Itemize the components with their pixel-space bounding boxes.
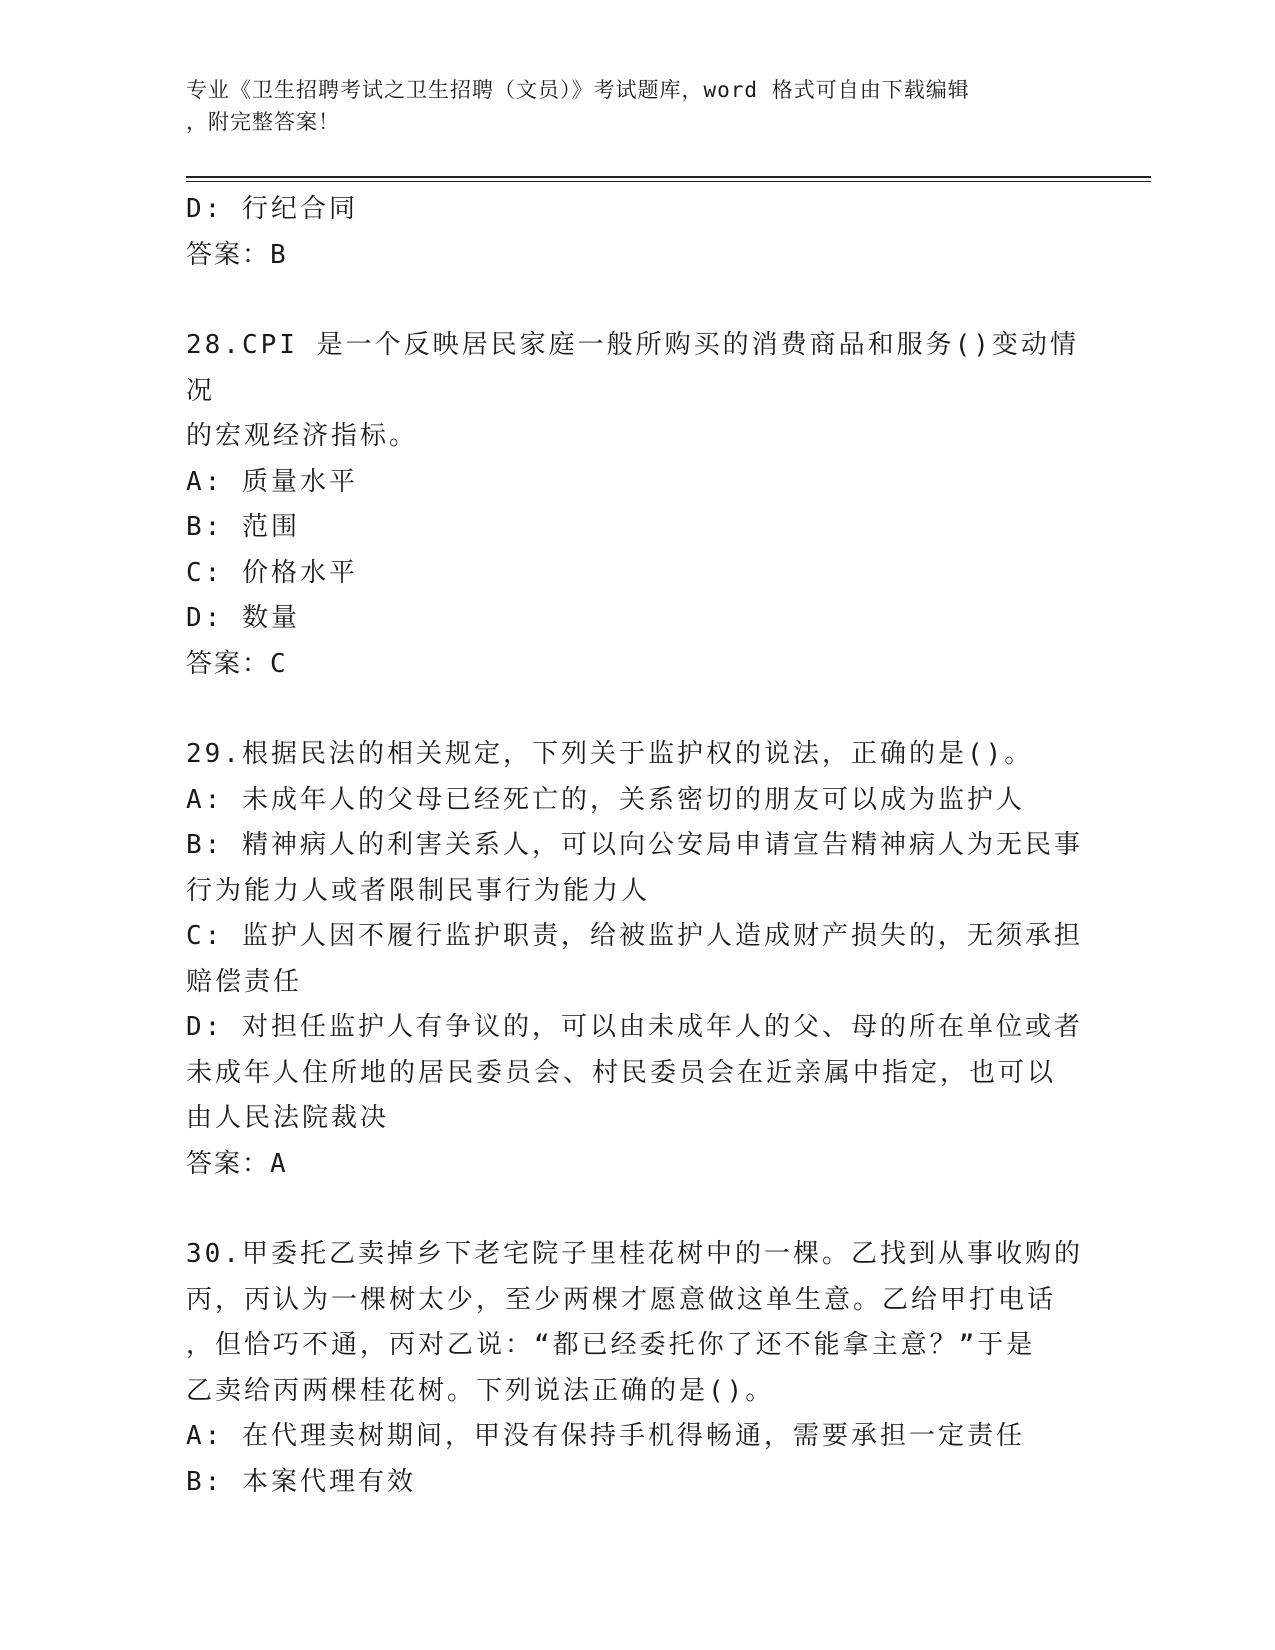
option-c-continued: 赔偿责任: [186, 966, 303, 997]
option-d: D: 行纪合同: [186, 194, 358, 224]
question-stem: 28.CPI 是一个反映居民家庭一般所购买的消费商品和服务()变动情况: [186, 330, 1079, 406]
option-c: C: 监护人因不履行监护职责，给被监护人造成财产损失的，无须承担: [186, 921, 1083, 951]
option-a: A: 质量水平: [186, 466, 358, 497]
question-stem: ，但恰巧不通，丙对乙说：“都已经委托你了还不能拿主意？”于是: [186, 1330, 1036, 1360]
option-b: B: 本案代理有效: [186, 1466, 416, 1497]
question-stem: 29.根据民法的相关规定，下列关于监护权的说法，正确的是()。: [186, 739, 1034, 769]
option-b: B: 精神病人的利害关系人，可以向公安局申请宣告精神病人为无民事: [186, 830, 1083, 860]
header-divider-thick: [186, 176, 1151, 178]
spacer: [186, 1187, 1086, 1232]
spacer: [186, 687, 1086, 732]
header-line: 专业《卫生招聘考试之卫生招聘（文员）》考试题库，word 格式可自由下载编辑: [186, 78, 970, 102]
page-header: [186, 74, 1066, 138]
option-b: B: 范围: [186, 512, 300, 542]
question-stem: 30.甲委托乙卖掉乡下老宅院子里桂花树中的一棵。乙找到从事收购的: [186, 1239, 1083, 1269]
question-list: [186, 187, 1086, 1505]
question-28: [186, 323, 1086, 687]
header-line: ，附完整答案！: [186, 110, 340, 134]
option-a: A: 未成年人的父母已经死亡的，关系密切的朋友可以成为监护人: [186, 784, 1025, 815]
answer: 答案：A: [186, 1148, 288, 1179]
answer: 答案：B: [186, 239, 288, 270]
option-d: D: 对担任监护人有争议的，可以由未成年人的父、母的所在单位或者: [186, 1012, 1083, 1042]
option-a: A: 在代理卖树期间，甲没有保持手机得畅通，需要承担一定责任: [186, 1421, 1025, 1451]
answer: 答案：C: [186, 648, 288, 679]
question-stem: 丙，丙认为一棵树太少，至少两棵才愿意做这单生意。乙给甲打电话: [186, 1284, 1057, 1315]
question-30: [186, 1232, 1086, 1505]
option-d: D: 数量: [186, 603, 300, 633]
header-divider-thin: [186, 181, 1151, 182]
question-29: [186, 732, 1086, 1187]
option-b-continued: 行为能力人或者限制民事行为能力人: [186, 875, 651, 906]
option-d-continued: 由人民法院裁决: [186, 1103, 390, 1133]
option-c: C: 价格水平: [186, 557, 358, 588]
question-stem: 的宏观经济指标。: [186, 421, 419, 451]
question-stem: 乙卖给丙两棵桂花树。下列说法正确的是()。: [186, 1375, 775, 1406]
spacer: [186, 278, 1086, 323]
option-d-continued: 未成年人住所地的居民委员会、村民委员会在近亲属中指定，也可以: [186, 1057, 1057, 1088]
